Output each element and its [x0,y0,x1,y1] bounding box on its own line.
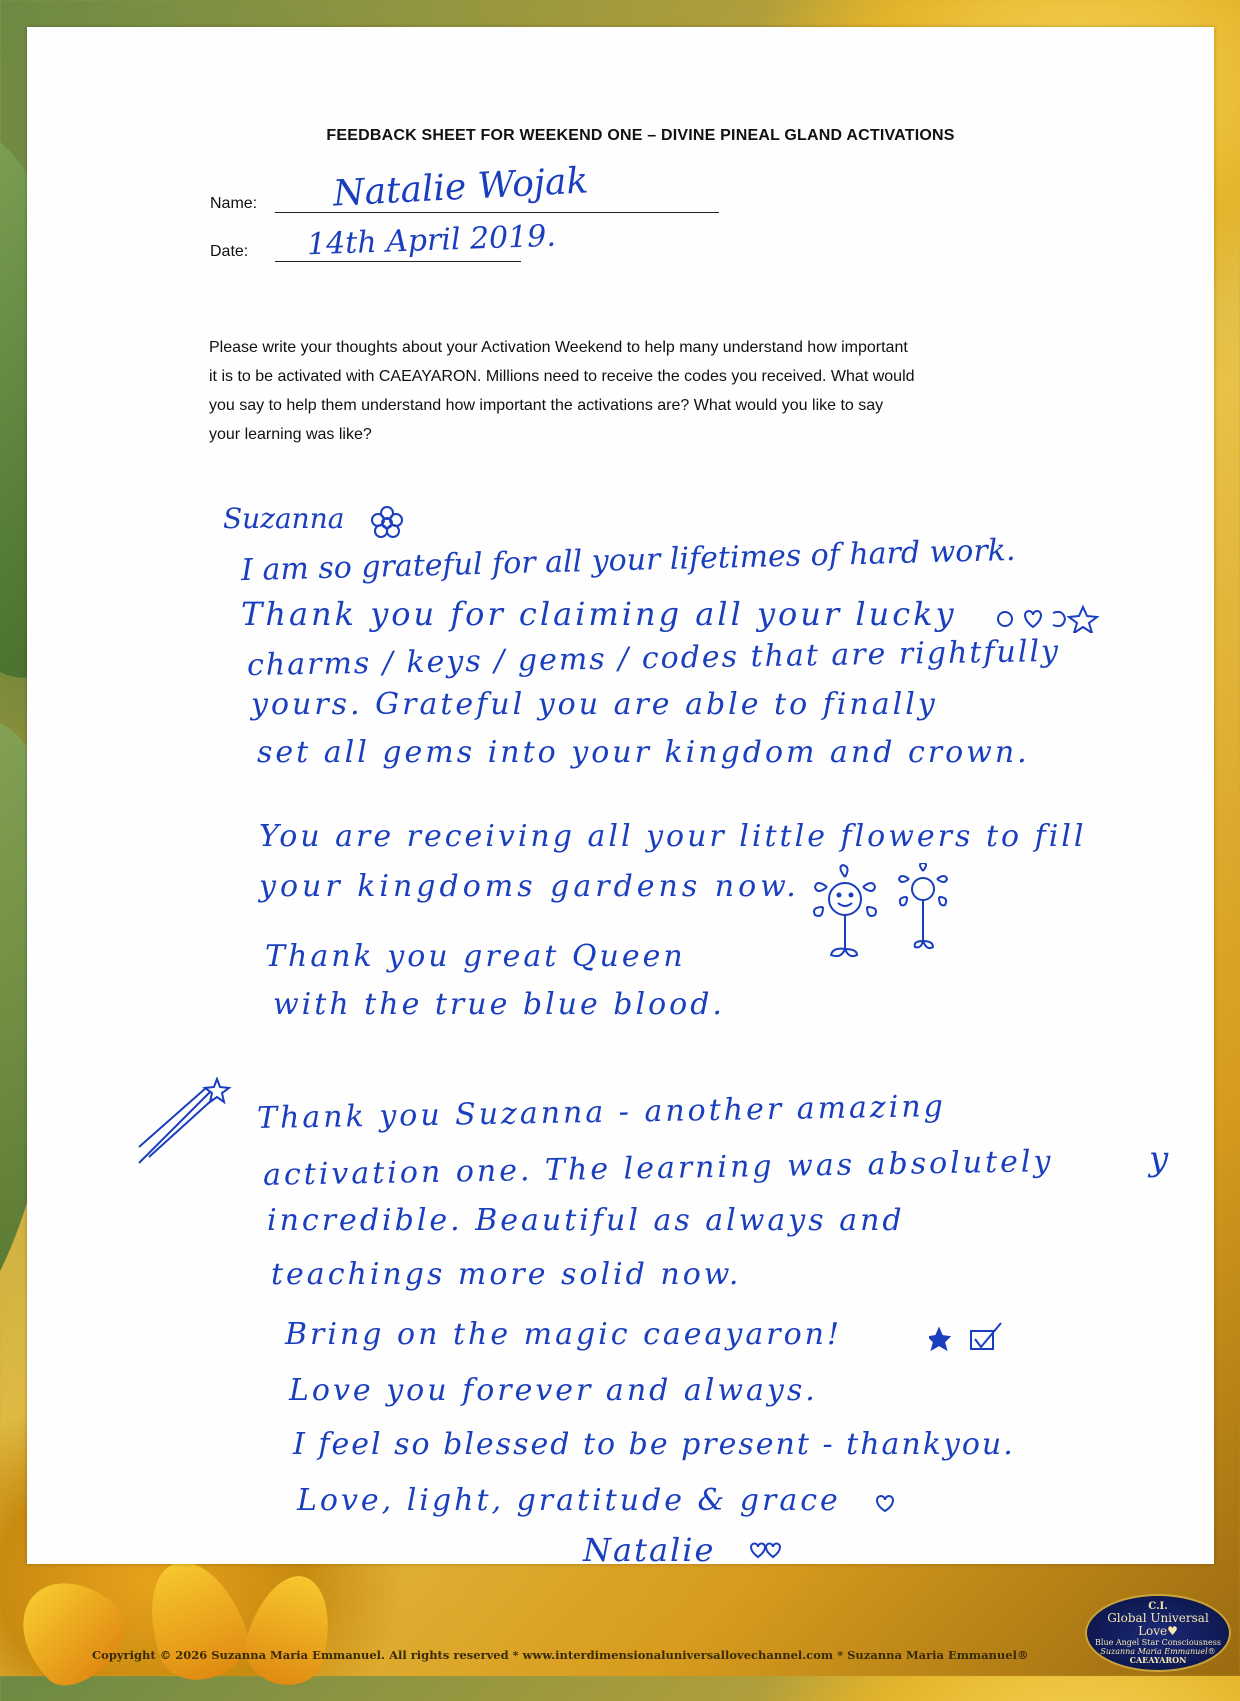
star-check-doodle-icon [929,1321,1009,1357]
prompt-text [209,333,1069,449]
letter-line: yours. Grateful you are able to finally [251,687,938,722]
seal-line: Blue Angel Star Consciousness [1095,1638,1221,1647]
name-label: Name: [210,195,258,212]
sunflower-petal [237,1567,343,1694]
flower-doodle-icon [367,503,407,543]
sunflower-doodle-icon [805,863,965,973]
margin-mark: y [1149,1139,1169,1179]
signature: Natalie [583,1531,716,1569]
letter-line: Thank you Suzanna - another amazing [256,1088,947,1137]
letter-line: I am so grateful for all your lifetimes of hard work. [240,532,1016,589]
signature-hearts-icon [749,1541,783,1561]
sunflower-petal [0,1559,141,1700]
feedback-sheet [27,27,1214,1569]
date-label: Date: [210,243,249,260]
name-value: Natalie Wojak [332,160,590,215]
seal-line: C.I. [1148,1601,1168,1612]
copyright-footer: Copyright © 2026 Suzanna Maria Emmanuel. All rights reserved * www.interdimensionaluniversallovechannel.com * Suzanna Maria Emmanuel® [92,1648,1029,1662]
prompt-line: your learning was like? [209,426,372,443]
sheet-title: FEEDBACK SHEET FOR WEEKEND ONE – DIVINE PINEAL GLAND ACTIVATIONS [326,127,955,144]
letter-line: Bring on the magic caeayaron! [285,1317,843,1352]
lucky-charms-doodle-icon [995,603,1105,633]
letter-line: Love, light, gratitude & grace [297,1483,841,1518]
letter-line: Thank you for claiming all your lucky [241,595,957,633]
greeting: Suzanna [223,502,345,535]
letter-line: incredible. Beautiful as always and [267,1203,905,1238]
date-value: 14th April 2019. [306,218,557,263]
prompt-line: Please write your thoughts about your Activation Weekend to help many understand how important [209,339,908,356]
small-heart-icon [875,1495,895,1513]
letter-line: I feel so blessed to be present - thankyou. [293,1427,1015,1462]
shooting-star-doodle-icon [133,1077,233,1167]
seal-line: CAEAYARON [1129,1655,1187,1665]
prompt-line: you say to help them understand how important the activations are? What would you like to say [209,397,884,414]
letter-line: teachings more solid now. [271,1257,742,1292]
letter-line: your kingdoms gardens now. [259,869,800,904]
seal-line: Suzanna Maria Emmanuel® [1100,1647,1216,1656]
letter-line: Thank you great Queen [265,939,686,974]
letter-line: with the true blue blood. [273,987,725,1022]
seal-line: Global Universal Love♥ [1107,1611,1209,1638]
global-universal-love-seal [1085,1594,1231,1672]
letter-line: Love you forever and always. [289,1373,818,1408]
sunflower-petal [132,1548,258,1692]
letter-line: set all gems into your kingdom and crown. [257,735,1030,770]
letter-line: charms / keys / gems / codes that are rightfully [246,633,1061,684]
letter-line: activation one. The learning was absolutely [262,1144,1054,1193]
letter-line: You are receiving all your little flowers to fill [259,819,1087,854]
prompt-line: it is to be activated with CAEAYARON. Millions need to receive the codes you received. What would [209,368,915,385]
